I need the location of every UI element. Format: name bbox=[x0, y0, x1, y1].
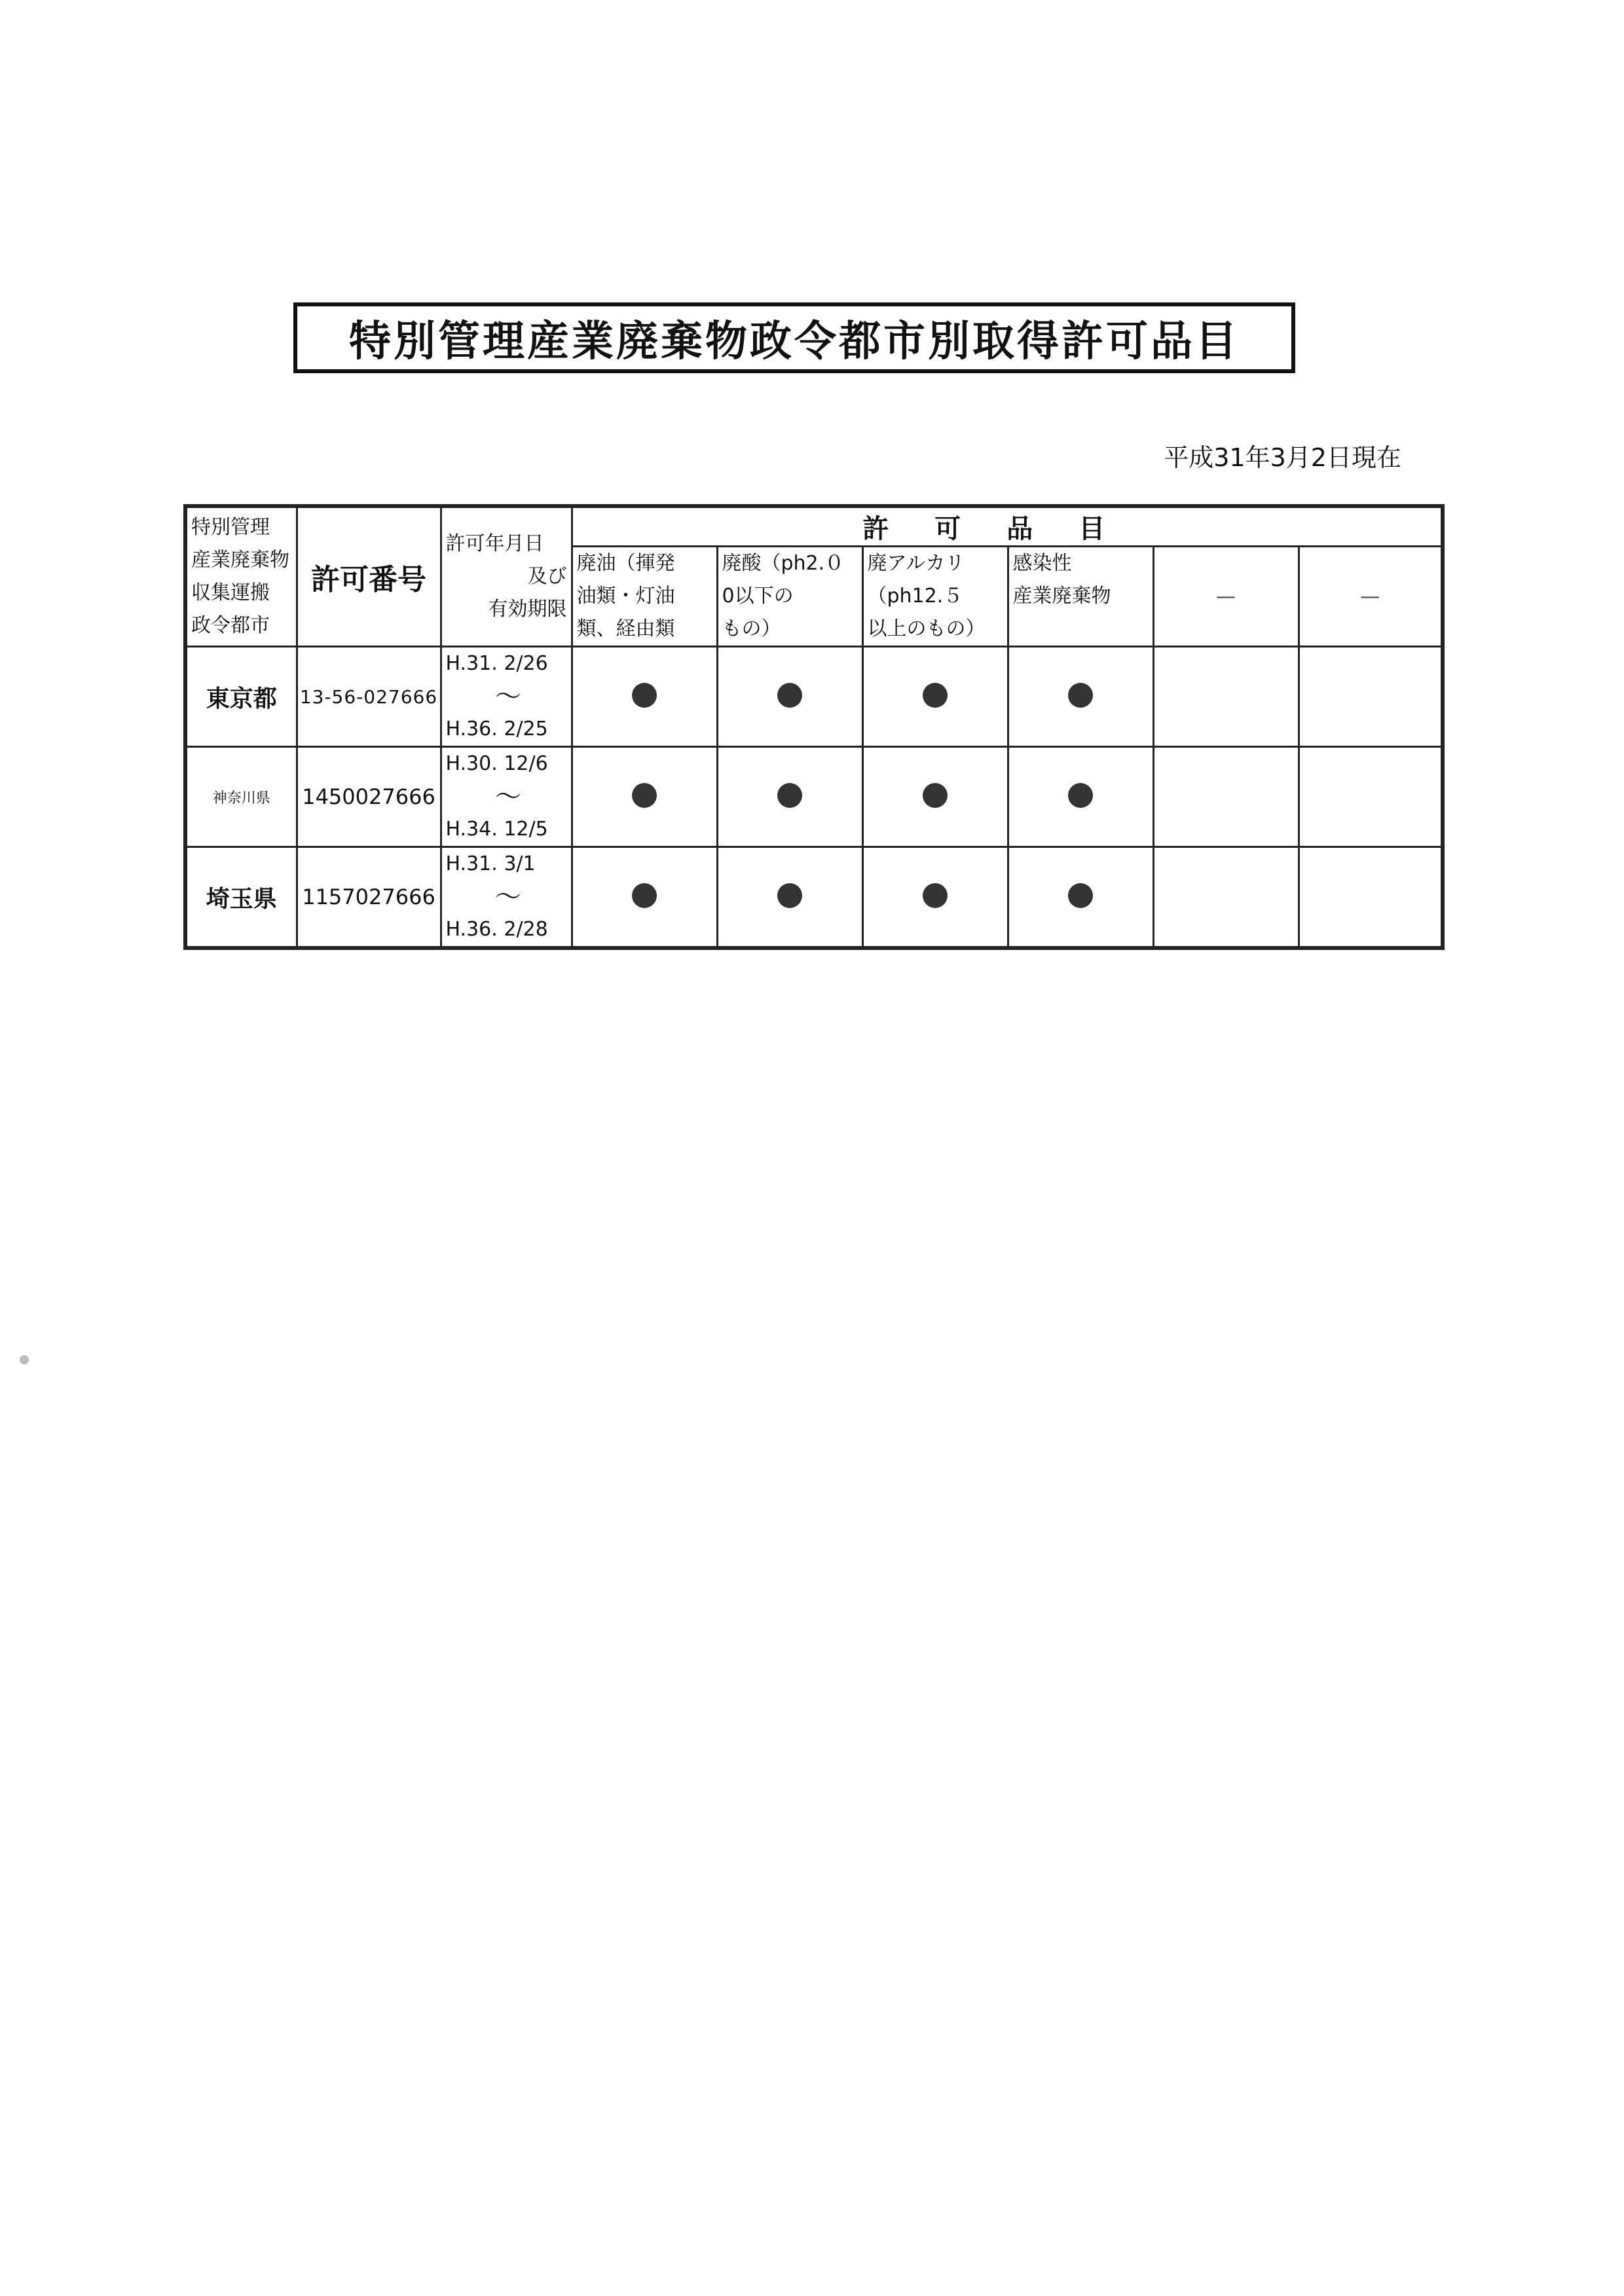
row-mark-infectious bbox=[1008, 747, 1153, 847]
row-city: 神奈川県 bbox=[185, 747, 297, 847]
header-permit-number: 許可番号 bbox=[297, 506, 441, 647]
row-mark-empty-1 bbox=[1153, 647, 1299, 747]
table-row bbox=[185, 847, 1443, 949]
row-permit-number: 1450027666 bbox=[297, 747, 441, 847]
table-row bbox=[185, 647, 1443, 747]
row-mark-infectious bbox=[1008, 847, 1153, 949]
permitted-dot-icon bbox=[777, 883, 802, 908]
permitted-dot-icon bbox=[632, 683, 657, 708]
item-header-waste-acid: 廃酸（ph2.０ 0以下の もの） bbox=[717, 547, 862, 647]
row-city: 埼玉県 bbox=[185, 847, 297, 949]
item-header-infectious-waste: 感染性 産業廃棄物 bbox=[1008, 547, 1153, 647]
permit-table bbox=[183, 504, 1445, 950]
row-permit-number: 1157027666 bbox=[297, 847, 441, 949]
item-header-waste-alkali: 廃アルカリ （ph12.５ 以上のもの） bbox=[862, 547, 1008, 647]
row-permit-number: 13-56-027666 bbox=[297, 647, 441, 747]
permitted-dot-icon bbox=[923, 683, 948, 708]
permitted-dot-icon bbox=[1068, 683, 1093, 708]
as-of-date: 平成31年3月2日現在 bbox=[1164, 443, 1401, 472]
row-period: H.31. 3/1 ～ H.36. 2/28 bbox=[441, 847, 572, 949]
row-mark-waste-acid bbox=[717, 747, 862, 847]
permitted-dot-icon bbox=[1068, 783, 1093, 808]
row-mark-waste-alkali bbox=[862, 747, 1008, 847]
header-permit-date: 許可年月日 及び 有効期限 bbox=[441, 506, 572, 647]
row-mark-waste-oil bbox=[572, 647, 717, 747]
row-period: H.31. 2/26 ～ H.36. 2/25 bbox=[441, 647, 572, 747]
permitted-dot-icon bbox=[632, 883, 657, 908]
row-mark-waste-acid bbox=[717, 647, 862, 747]
title-box bbox=[293, 302, 1295, 373]
header-permit-items: 許可品目 bbox=[572, 506, 1443, 547]
row-mark-infectious bbox=[1008, 647, 1153, 747]
row-mark-empty-2 bbox=[1299, 747, 1443, 847]
row-mark-waste-oil bbox=[572, 747, 717, 847]
permitted-dot-icon bbox=[923, 883, 948, 908]
row-mark-empty-2 bbox=[1299, 847, 1443, 949]
item-header-empty-1: — bbox=[1153, 547, 1299, 647]
item-header-empty-2: — bbox=[1299, 547, 1443, 647]
row-mark-waste-acid bbox=[717, 847, 862, 949]
permitted-dot-icon bbox=[923, 783, 948, 808]
page-title: 特別管理産業廃棄物政令都市別取得許可品目 bbox=[349, 318, 1240, 366]
header-city: 特別管理 産業廃棄物 収集運搬 政令都市 bbox=[185, 506, 297, 647]
permitted-dot-icon bbox=[777, 783, 802, 808]
row-mark-waste-oil bbox=[572, 847, 717, 949]
table-row bbox=[185, 747, 1443, 847]
item-header-waste-oil: 廃油（揮発 油類・灯油 類、経由類 bbox=[572, 547, 717, 647]
row-mark-waste-alkali bbox=[862, 647, 1008, 747]
row-mark-waste-alkali bbox=[862, 847, 1008, 949]
row-mark-empty-1 bbox=[1153, 747, 1299, 847]
permitted-dot-icon bbox=[632, 783, 657, 808]
row-city: 東京都 bbox=[185, 647, 297, 747]
row-mark-empty-2 bbox=[1299, 647, 1443, 747]
row-period: H.30. 12/6 ～ H.34. 12/5 bbox=[441, 747, 572, 847]
scan-speck bbox=[20, 1355, 29, 1364]
row-mark-empty-1 bbox=[1153, 847, 1299, 949]
permitted-dot-icon bbox=[1068, 883, 1093, 908]
permitted-dot-icon bbox=[777, 683, 802, 708]
